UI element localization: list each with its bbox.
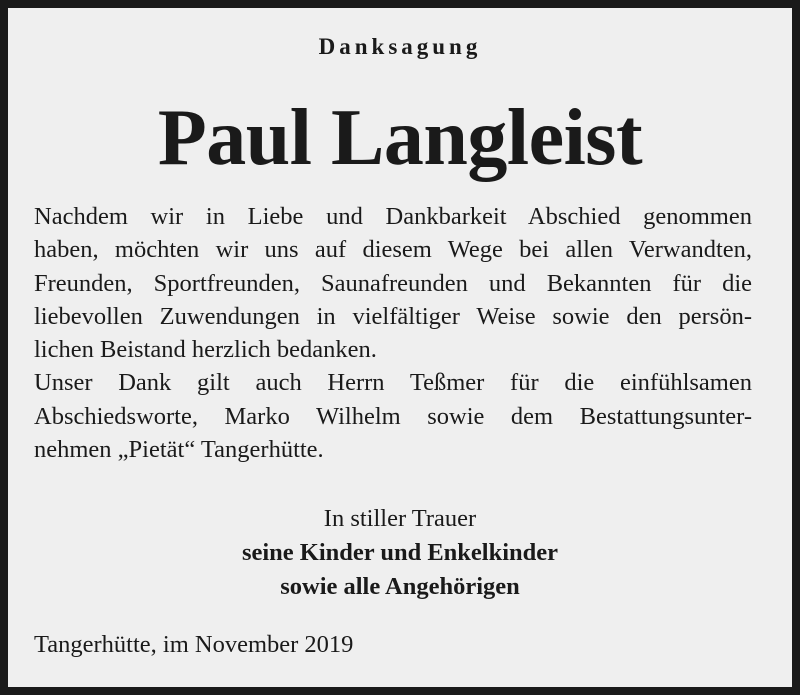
mourners-line: sowie alle Angehörigen bbox=[280, 573, 520, 600]
body-line: Unser Dank gilt auch Herrn Teßmer für die einfühlsamen bbox=[34, 369, 752, 397]
notice-body bbox=[34, 200, 752, 466]
place-date: Tangerhütte, im November 2019 bbox=[34, 631, 354, 658]
body-line: liebevollen Zuwendungen in vielfältiger Weise sowie den persön- bbox=[34, 302, 752, 330]
body-line: lichen Beistand herzlich bedanken. bbox=[34, 336, 377, 364]
body-line: Abschiedsworte, Marko Wilhelm sowie dem Bestattungsunter- bbox=[34, 402, 752, 430]
deceased-name: Paul Langleist bbox=[157, 94, 643, 182]
mourners-line: seine Kinder und Enkelkinder bbox=[241, 539, 559, 566]
body-line: Freunden, Sportfreunden, Saunafreunden und Bekannten für die bbox=[34, 269, 752, 297]
closing-block bbox=[8, 502, 792, 604]
notice-heading: Danksagung bbox=[318, 34, 482, 59]
body-line: nehmen „Pietät“ Tangerhütte. bbox=[34, 436, 324, 464]
body-line: Nachdem wir in Liebe und Dankbarkeit Abschied genommen bbox=[34, 203, 752, 230]
mourning-line: In stiller Trauer bbox=[323, 505, 477, 532]
body-line: haben, möchten wir uns auf diesem Wege bei allen Verwandten, bbox=[34, 236, 752, 264]
